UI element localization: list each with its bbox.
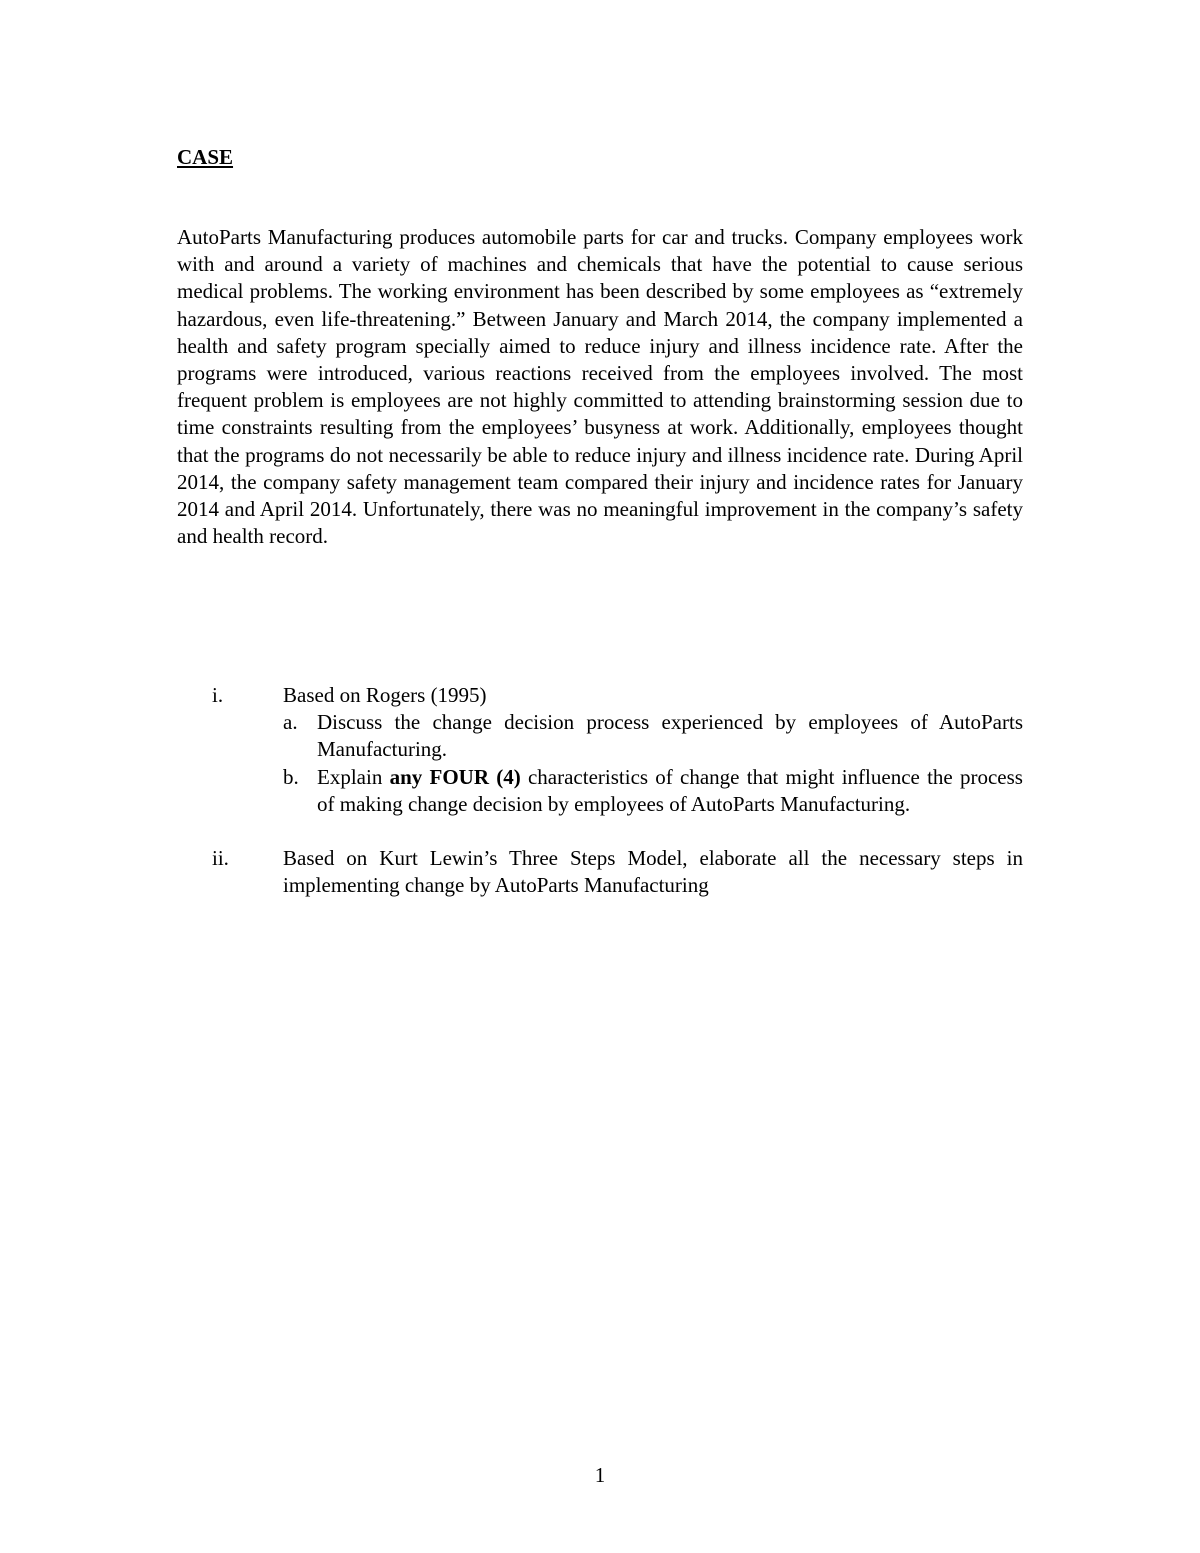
- sub-question-emphasis: any FOUR (4): [389, 764, 521, 789]
- question-text: Based on Rogers (1995): [283, 683, 487, 707]
- page-number: 1: [594, 1463, 606, 1487]
- sub-question-a: [283, 709, 1023, 763]
- sub-question-text-prefix: Explain: [317, 764, 390, 789]
- question-ii: [177, 845, 1023, 899]
- sub-question-letter: a.: [283, 710, 298, 735]
- question-number: ii.: [212, 846, 229, 871]
- sub-question-letter: b.: [283, 764, 299, 789]
- sub-question-b: [283, 764, 1023, 818]
- case-paragraph: AutoParts Manufacturing produces automobile parts for car and trucks. Company employees work with and around a variety of machines and chemicals that have the potential to cause serious medical problems. The working environment has been described by some employees as “extremely hazardous, even life-threatening.” Between January and March 2014, the company implemented a health and safety program specially aimed to reduce injury and illness incidence rate. After the programs were introduced, various reactions received from the employees involved. The most frequent problem is employees are not highly committed to attending brainstorming session due to time constraints resulting from the employees’ busyness at work. Additionally, employees thought that the programs do not necessarily be able to reduce injury and illness incidence rate. During April 2014, the company safety management team compared their injury and incidence rates for January 2014 and April 2014. Unfortunately, there was no meaningful improvement in the company’s safety and health record.: [177, 225, 1023, 549]
- question-i: [177, 682, 1023, 818]
- sub-question-text: Discuss the change decision process experienced by employees of AutoParts Manufacturing.: [317, 710, 1023, 762]
- case-heading: CASE: [177, 145, 234, 169]
- question-number: i.: [212, 683, 224, 707]
- question-list: [177, 682, 1023, 899]
- sub-question-text-suffix: characteristics of change that might influence the process of making change decision by employees of AutoParts Manufacturing.: [317, 764, 1023, 816]
- question-text: Based on Kurt Lewin’s Three Steps Model, elaborate all the necessary steps in implementing change by AutoParts Manufacturing: [283, 846, 1023, 898]
